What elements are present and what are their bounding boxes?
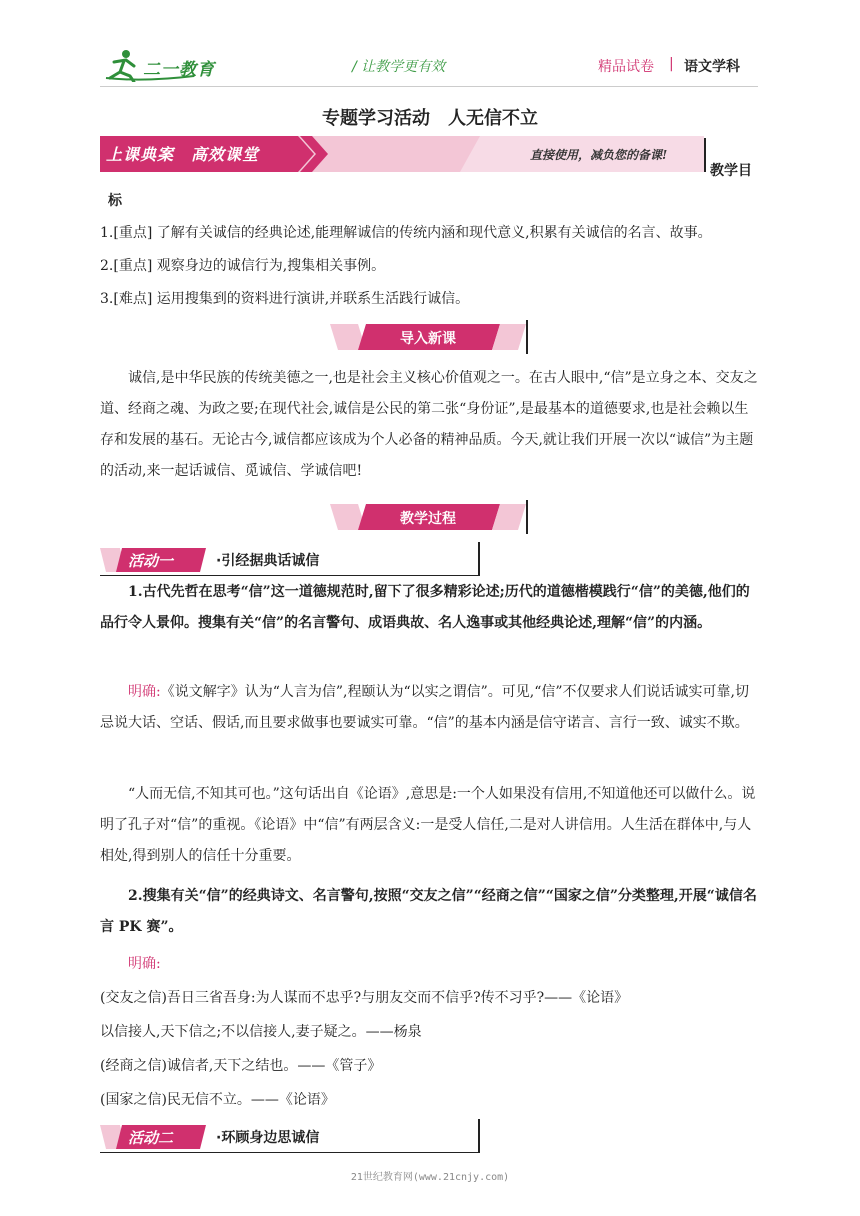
activity1-answer1 xyxy=(100,677,760,739)
activity1-label: 活动一 xyxy=(128,552,174,570)
activity2-title: ·环顾身边思诚信 xyxy=(216,1130,320,1146)
answer-label: 明确: xyxy=(128,956,161,972)
goal-item: 2.[重点] 观察身边的诚信行为,搜集相关事例。 xyxy=(100,258,386,274)
quote-item: (交友之信)吾日三省吾身:为人谋而不忠乎?与朋友交而不信乎?传不习乎?——《论语》 xyxy=(100,990,629,1006)
logo-text: 二一教育 xyxy=(143,60,215,80)
banner-divider xyxy=(704,138,706,172)
header-divider xyxy=(100,86,758,87)
quote-item: (经商之信)诚信者,天下之结也。——《管子》 xyxy=(100,1058,382,1074)
quote-item: 以信接人,天下信之;不以信接人,妻子疑之。——杨泉 xyxy=(100,1024,422,1040)
header-subject: 语文学科 xyxy=(684,59,740,75)
activity1-question2: 2.搜集有关“信”的经典诗文、名言警句,按照“交友之信”“经商之信”“国家之信”分类整理,开展“诚信名言 PK 赛”。 xyxy=(100,888,757,935)
header-badge: 精品试卷 xyxy=(598,59,654,75)
banner-left-text: 上课典案 高效课堂 xyxy=(106,145,260,164)
quote-item: (国家之信)民无信不立。——《论语》 xyxy=(100,1092,335,1108)
activity1-answer1-p2: “人而无信,不知其可也。”这句话出自《论语》,意思是:一个人如果没有信用,不知道他还可以做什么。说明了孔子对“信”的重视。《论语》中“信”有两层含义:一是受人信任,二是对人讲信用。人生活在群体中,与人相处,得到别人的信任十分重要。 xyxy=(100,786,756,864)
header-slogan: / 让教学更有效 xyxy=(352,59,446,75)
goals-heading-part1: 教学目 xyxy=(710,163,752,179)
goal-item: 1.[重点] 了解有关诚信的经典论述,能理解诚信的传统内涵和现代意义,积累有关诚信的名言、故事。 xyxy=(100,225,712,241)
goals-heading-part2: 标 xyxy=(108,193,122,209)
section-process-title: 教学过程 xyxy=(400,511,456,527)
banner-right-text: 直接使用，减负您的备课! xyxy=(530,148,668,162)
intro-paragraph: 诚信,是中华民族的传统美德之一,也是社会主义核心价值观之一。在古人眼中,“信”是立身之本、交友之道、经商之魂、为政之要;在现代社会,诚信是公民的第二张“身份证”,是最基本的道德要求,也是社会赖以生存和发展的基石。无论古今,诚信都应该成为个人必备的精神品质。今天,就让我们开展一次以“诚信”为主题的活动,来一起话诚信、觅诚信、学诚信吧! xyxy=(100,370,758,479)
answer-text: 《说文解字》认为“人言为信”,程颐认为“以实之谓信”。可见,“信”不仅要求人们说话诚实可靠,切忌说大话、空话、假话,而且要求做事也要诚实可靠。“信”的基本内涵是信守诺言、言行一致、诚实不欺。 xyxy=(100,684,750,731)
page-title: 专题学习活动 人无信不立 xyxy=(322,108,538,129)
section-intro-title: 导入新课 xyxy=(400,331,456,347)
goal-item: 3.[难点] 运用搜集到的资料进行演讲,并联系生活践行诚信。 xyxy=(100,291,470,307)
activity1-question1: 1.古代先哲在思考“信”这一道德规范时,留下了很多精彩论述;历代的道德楷模践行“信”的美德,他们的品行令人景仰。搜集有关“信”的名言警句、成语典故、名人逸事或其他经典论述,理解“信”的内涵。 xyxy=(100,584,750,631)
header-separator: | xyxy=(669,56,674,72)
answer-label: 明确: xyxy=(128,684,161,700)
activity2-label: 活动二 xyxy=(128,1129,174,1147)
activity1-title: ·引经据典话诚信 xyxy=(216,553,320,569)
page-footer: 21世纪教育网(www.21cnjy.com) xyxy=(350,1172,510,1183)
